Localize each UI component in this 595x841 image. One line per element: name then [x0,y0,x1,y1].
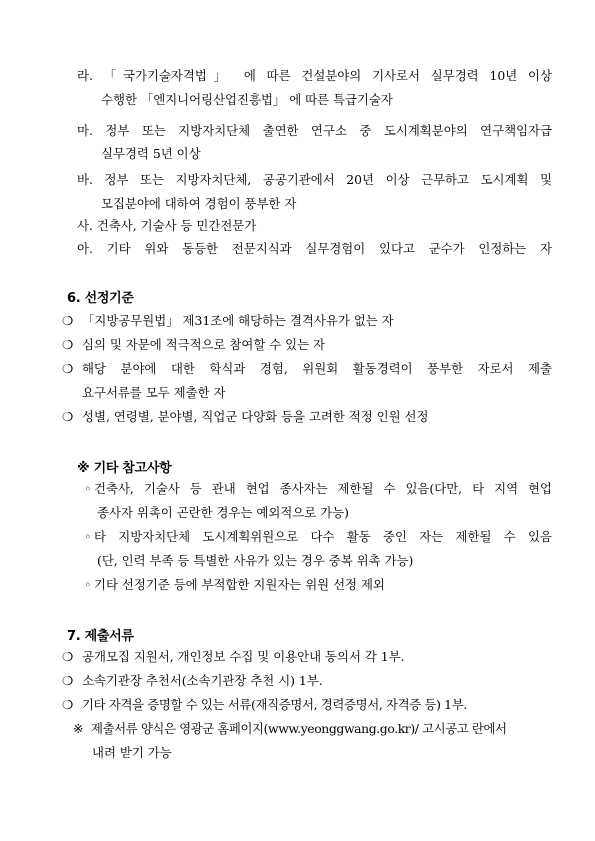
criteria-item-3-line1: 해당 분야에 대한 학식과 경험, 위원회 활동경력이 풍부한 자로서 제출 [82,361,552,376]
small-bullet-icon: ◦ [84,529,92,544]
list-item-ma-line1: 마. 정부 또는 지방자치단체 출연한 연구소 중 도시계획분야의 연구책임자급 [77,123,552,138]
bullet-circle-icon: ❍ [62,697,74,712]
document-item-2: 소속기관장 추천서(소속기관장 추천 시) 1부. [82,673,323,688]
small-bullet-icon: ◦ [84,481,92,496]
section-7-title: 7. 제출서류 [67,629,134,644]
document-note-line2: 내려 받기 가능 [92,745,172,760]
note-item-1-line2: 종사자 위촉이 곤란한 경우는 예외적으로 가능) [97,505,349,520]
criteria-item-3-line2: 요구서류를 모두 제출한 자 [82,385,226,400]
bullet-circle-icon: ❍ [62,409,74,424]
list-item-ra-line1: 라. 「국가기술자격법」 에 따른 건설분야의 기사로서 실무경력 10년 이상 [77,68,552,83]
criteria-item-2: 심의 및 자문에 적극적으로 참여할 수 있는 자 [82,337,326,352]
note-item-2-line2: (단, 인력 부족 등 특별한 사유가 있는 경우 중복 위촉 가능) [97,553,414,568]
document-item-1: 공개모집 지원서, 개인정보 수집 및 이용안내 동의서 각 1부. [82,649,405,664]
bullet-circle-icon: ❍ [62,649,74,664]
list-item-ba-line1: 바. 정부 또는 지방자치단체, 공공기관에서 20년 이상 근무하고 도시계획 및 [77,172,552,187]
criteria-item-1: 「지방공무원법」 제31조에 해당하는 결격사유가 없는 자 [82,313,394,328]
bullet-circle-icon: ❍ [62,361,74,376]
bullet-circle-icon: ❍ [62,313,74,328]
reference-mark-icon: ※ [73,721,84,736]
note-item-1-line1: 건축사, 기술사 등 관내 현업 종사자는 제한될 수 있음(다만, 타 지역 현업 [94,481,552,496]
bullet-circle-icon: ❍ [62,673,74,688]
note-item-2-line1: 타 지방자치단체 도시계획위원으로 다수 활동 중인 자는 제한될 수 있음 [94,529,552,544]
list-item-ra-line2: 수행한 「엔지니어링산업진흥법」 에 따른 특급기술자 [101,92,393,107]
note-item-3: 기타 선정기준 등에 부적합한 지원자는 위원 선정 제외 [94,577,385,592]
document-item-3: 기타 자격을 증명할 수 있는 서류(재직증명서, 경력증명서, 자격증 등) 1부. [82,697,467,712]
list-item-ma-line2: 실무경력 5년 이상 [101,146,201,161]
criteria-item-4: 성별, 연령별, 분야별, 직업군 다양화 등을 고려한 적정 인원 선정 [82,409,429,424]
list-item-sa: 사. 건축사, 기술사 등 민간전문가 [77,218,257,233]
section-6-title: 6. 선정기준 [67,291,134,306]
small-bullet-icon: ◦ [84,577,92,592]
list-item-a: 아. 기타 위와 동등한 전문지식과 실무경험이 있다고 군수가 인정하는 자 [77,241,552,256]
bullet-circle-icon: ❍ [62,337,74,352]
notes-title: ※ 기타 참고사항 [77,461,172,476]
list-item-ba-line2: 모집분야에 대하여 경험이 풍부한 자 [101,196,297,211]
document-note-line1: 제출서류 양식은 영광군 홈페이지(www.yeonggwang.go.kr)/ 고시공고 란에서 [91,721,507,736]
